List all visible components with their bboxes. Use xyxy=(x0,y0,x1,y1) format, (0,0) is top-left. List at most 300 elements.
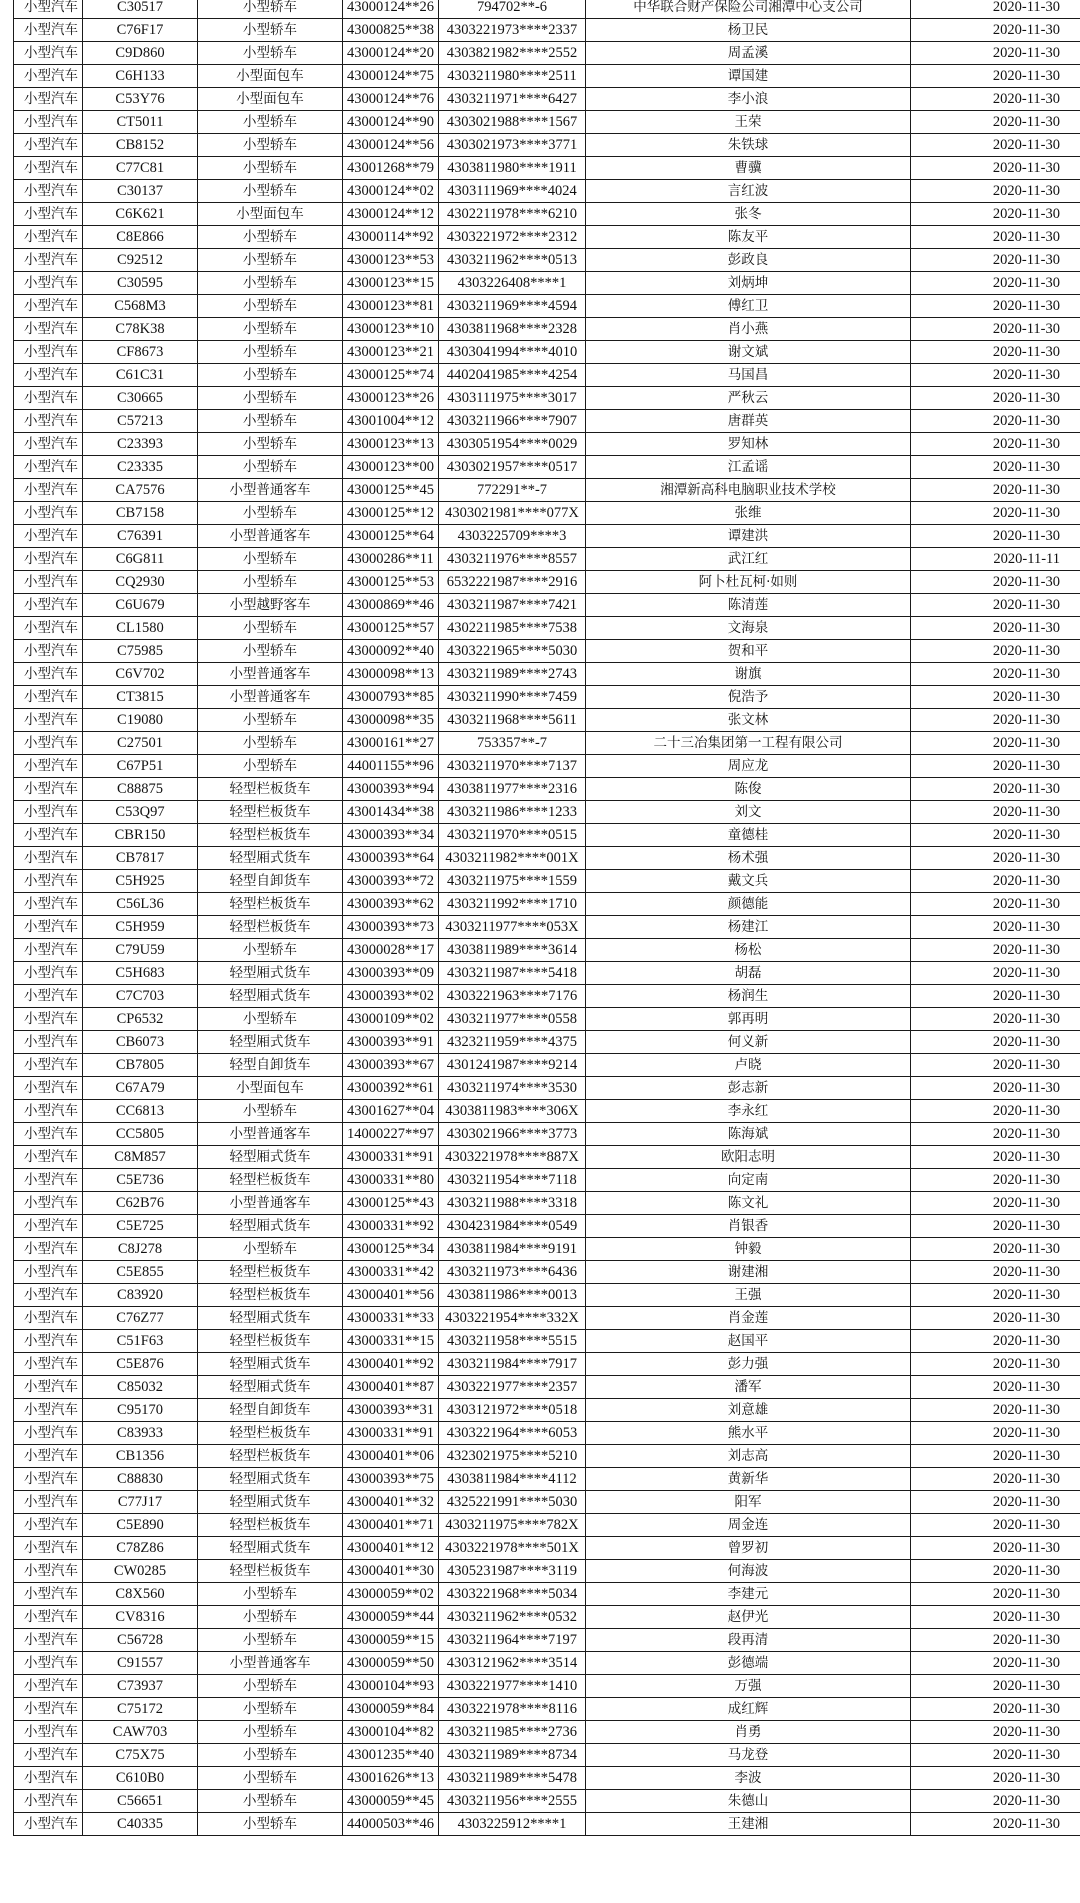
cell-file-number: 43000104**82 xyxy=(343,1721,439,1744)
cell-plate-number: C30517 xyxy=(83,0,198,19)
cell-vehicle-type: 小型汽车 xyxy=(14,594,83,617)
table-row xyxy=(14,1583,1080,1606)
cell-file-number: 43000098**35 xyxy=(343,709,439,732)
cell-id-number: 794702**-6 xyxy=(439,0,586,19)
cell-date: 2020-11-30 xyxy=(911,410,1080,433)
cell-file-number: 43000161**27 xyxy=(343,732,439,755)
cell-plate-number: C5E855 xyxy=(83,1261,198,1284)
cell-date: 2020-11-30 xyxy=(911,1606,1080,1629)
cell-owner-name: 李永红 xyxy=(586,1100,911,1123)
cell-owner-name: 张文林 xyxy=(586,709,911,732)
cell-vehicle-type: 小型汽车 xyxy=(14,732,83,755)
cell-vehicle-model: 轻型厢式货车 xyxy=(198,1215,343,1238)
cell-plate-number: C75172 xyxy=(83,1698,198,1721)
cell-owner-name: 陈清莲 xyxy=(586,594,911,617)
cell-owner-name: 中华联合财产保险公司湘潭中心支公司 xyxy=(586,0,911,19)
cell-plate-number: CB8152 xyxy=(83,134,198,157)
cell-id-number: 4303211988****3318 xyxy=(439,1192,586,1215)
cell-file-number: 44001155**96 xyxy=(343,755,439,778)
table-row xyxy=(14,1514,1080,1537)
cell-owner-name: 阿卜杜瓦柯·如则 xyxy=(586,571,911,594)
cell-file-number: 43000124**12 xyxy=(343,203,439,226)
cell-owner-name: 潘军 xyxy=(586,1376,911,1399)
cell-date: 2020-11-30 xyxy=(911,525,1080,548)
cell-date: 2020-11-30 xyxy=(911,1445,1080,1468)
cell-date: 2020-11-30 xyxy=(911,203,1080,226)
cell-plate-number: C76Z77 xyxy=(83,1307,198,1330)
cell-plate-number: C8X560 xyxy=(83,1583,198,1606)
cell-id-number: 4303221978****8116 xyxy=(439,1698,586,1721)
cell-vehicle-model: 轻型栏板货车 xyxy=(198,1261,343,1284)
cell-plate-number: C67A79 xyxy=(83,1077,198,1100)
cell-vehicle-type: 小型汽车 xyxy=(14,1077,83,1100)
cell-id-number: 4303211992****1710 xyxy=(439,893,586,916)
cell-plate-number: C5H925 xyxy=(83,870,198,893)
cell-date: 2020-11-30 xyxy=(911,1744,1080,1767)
cell-id-number: 4303021966****3773 xyxy=(439,1123,586,1146)
cell-owner-name: 严秋云 xyxy=(586,387,911,410)
cell-vehicle-type: 小型汽车 xyxy=(14,1008,83,1031)
cell-vehicle-type: 小型汽车 xyxy=(14,824,83,847)
table-row xyxy=(14,663,1080,686)
cell-date: 2020-11-30 xyxy=(911,226,1080,249)
cell-vehicle-type: 小型汽车 xyxy=(14,134,83,157)
cell-plate-number: CL1580 xyxy=(83,617,198,640)
cell-id-number: 4304231984****0549 xyxy=(439,1215,586,1238)
cell-plate-number: C5H683 xyxy=(83,962,198,985)
cell-id-number: 4303221977****1410 xyxy=(439,1675,586,1698)
cell-plate-number: C78K38 xyxy=(83,318,198,341)
cell-owner-name: 万强 xyxy=(586,1675,911,1698)
cell-owner-name: 熊水平 xyxy=(586,1422,911,1445)
cell-date: 2020-11-30 xyxy=(911,1813,1080,1836)
cell-plate-number: C30595 xyxy=(83,272,198,295)
table-row xyxy=(14,180,1080,203)
cell-vehicle-type: 小型汽车 xyxy=(14,1054,83,1077)
cell-owner-name: 钟毅 xyxy=(586,1238,911,1261)
cell-plate-number: C9D860 xyxy=(83,42,198,65)
cell-vehicle-type: 小型汽车 xyxy=(14,1330,83,1353)
cell-owner-name: 赵伊光 xyxy=(586,1606,911,1629)
cell-plate-number: CB7805 xyxy=(83,1054,198,1077)
cell-date: 2020-11-30 xyxy=(911,1560,1080,1583)
cell-vehicle-type: 小型汽车 xyxy=(14,893,83,916)
cell-vehicle-type: 小型汽车 xyxy=(14,111,83,134)
cell-plate-number: C73937 xyxy=(83,1675,198,1698)
cell-plate-number: C62B76 xyxy=(83,1192,198,1215)
cell-date: 2020-11-30 xyxy=(911,1491,1080,1514)
cell-vehicle-model: 小型轿车 xyxy=(198,1238,343,1261)
cell-file-number: 43000123**13 xyxy=(343,433,439,456)
table-row xyxy=(14,249,1080,272)
table-row xyxy=(14,847,1080,870)
table-row xyxy=(14,1675,1080,1698)
cell-owner-name: 刘炳坤 xyxy=(586,272,911,295)
cell-plate-number: C57213 xyxy=(83,410,198,433)
cell-vehicle-model: 轻型栏板货车 xyxy=(198,893,343,916)
cell-plate-number: C76391 xyxy=(83,525,198,548)
cell-file-number: 43001004**12 xyxy=(343,410,439,433)
cell-owner-name: 陈俊 xyxy=(586,778,911,801)
cell-id-number: 4303211986****1233 xyxy=(439,801,586,824)
cell-owner-name: 刘意雄 xyxy=(586,1399,911,1422)
cell-id-number: 753357**-7 xyxy=(439,732,586,755)
cell-file-number: 43000393**64 xyxy=(343,847,439,870)
cell-vehicle-model: 轻型栏板货车 xyxy=(198,824,343,847)
cell-id-number: 4303226408****1 xyxy=(439,272,586,295)
table-row xyxy=(14,502,1080,525)
cell-id-number: 4303021988****1567 xyxy=(439,111,586,134)
cell-vehicle-type: 小型汽车 xyxy=(14,985,83,1008)
cell-vehicle-model: 小型轿车 xyxy=(198,1721,343,1744)
cell-plate-number: C19080 xyxy=(83,709,198,732)
cell-id-number: 4305231987****3119 xyxy=(439,1560,586,1583)
cell-vehicle-type: 小型汽车 xyxy=(14,1698,83,1721)
cell-vehicle-type: 小型汽车 xyxy=(14,88,83,111)
cell-date: 2020-11-30 xyxy=(911,640,1080,663)
cell-id-number: 4303211977****0558 xyxy=(439,1008,586,1031)
cell-id-number: 4303811980****1911 xyxy=(439,157,586,180)
cell-owner-name: 曹骥 xyxy=(586,157,911,180)
cell-vehicle-model: 小型轿车 xyxy=(198,1813,343,1836)
cell-plate-number: C53Y76 xyxy=(83,88,198,111)
cell-plate-number: CA7576 xyxy=(83,479,198,502)
table-row xyxy=(14,203,1080,226)
cell-id-number: 4303211964****7197 xyxy=(439,1629,586,1652)
cell-plate-number: C27501 xyxy=(83,732,198,755)
cell-file-number: 43000125**45 xyxy=(343,479,439,502)
cell-id-number: 4303225709****3 xyxy=(439,525,586,548)
cell-plate-number: C6V702 xyxy=(83,663,198,686)
cell-date: 2020-11-30 xyxy=(911,134,1080,157)
cell-id-number: 4303211973****6436 xyxy=(439,1261,586,1284)
cell-file-number: 43000331**80 xyxy=(343,1169,439,1192)
cell-vehicle-type: 小型汽车 xyxy=(14,1238,83,1261)
cell-owner-name: 湘潭新高科电脑职业技术学校 xyxy=(586,479,911,502)
cell-owner-name: 陈海斌 xyxy=(586,1123,911,1146)
cell-file-number: 44000503**46 xyxy=(343,1813,439,1836)
cell-owner-name: 朱德山 xyxy=(586,1790,911,1813)
cell-file-number: 43000401**56 xyxy=(343,1284,439,1307)
cell-vehicle-type: 小型汽车 xyxy=(14,686,83,709)
cell-file-number: 43000401**71 xyxy=(343,1514,439,1537)
cell-owner-name: 张维 xyxy=(586,502,911,525)
cell-file-number: 43000124**75 xyxy=(343,65,439,88)
table-row xyxy=(14,1284,1080,1307)
cell-plate-number: CV8316 xyxy=(83,1606,198,1629)
cell-id-number: 4303211962****0532 xyxy=(439,1606,586,1629)
cell-plate-number: C23335 xyxy=(83,456,198,479)
table-row xyxy=(14,1353,1080,1376)
cell-file-number: 43000125**74 xyxy=(343,364,439,387)
cell-date: 2020-11-30 xyxy=(911,1422,1080,1445)
cell-owner-name: 阳军 xyxy=(586,1491,911,1514)
cell-id-number: 4303211989****8734 xyxy=(439,1744,586,1767)
cell-vehicle-type: 小型汽车 xyxy=(14,1353,83,1376)
table-row xyxy=(14,548,1080,571)
cell-date: 2020-11-30 xyxy=(911,1215,1080,1238)
cell-vehicle-type: 小型汽车 xyxy=(14,1261,83,1284)
cell-vehicle-type: 小型汽车 xyxy=(14,410,83,433)
cell-vehicle-type: 小型汽车 xyxy=(14,870,83,893)
cell-date: 2020-11-30 xyxy=(911,1169,1080,1192)
cell-file-number: 43000393**94 xyxy=(343,778,439,801)
cell-owner-name: 马国昌 xyxy=(586,364,911,387)
cell-vehicle-model: 轻型厢式货车 xyxy=(198,1146,343,1169)
cell-owner-name: 何海波 xyxy=(586,1560,911,1583)
cell-vehicle-model: 小型轿车 xyxy=(198,134,343,157)
cell-id-number: 4303211968****5611 xyxy=(439,709,586,732)
cell-file-number: 43000123**26 xyxy=(343,387,439,410)
cell-file-number: 43000401**30 xyxy=(343,1560,439,1583)
cell-vehicle-model: 小型轿车 xyxy=(198,732,343,755)
cell-vehicle-model: 小型轿车 xyxy=(198,1100,343,1123)
cell-date: 2020-11-30 xyxy=(911,1698,1080,1721)
cell-id-number: 4303225912****1 xyxy=(439,1813,586,1836)
table-row xyxy=(14,318,1080,341)
cell-vehicle-type: 小型汽车 xyxy=(14,1284,83,1307)
cell-vehicle-type: 小型汽车 xyxy=(14,962,83,985)
cell-date: 2020-11-30 xyxy=(911,502,1080,525)
cell-vehicle-model: 轻型厢式货车 xyxy=(198,1307,343,1330)
cell-file-number: 43000124**26 xyxy=(343,0,439,19)
cell-file-number: 43000104**93 xyxy=(343,1675,439,1698)
cell-vehicle-type: 小型汽车 xyxy=(14,571,83,594)
cell-vehicle-type: 小型汽车 xyxy=(14,295,83,318)
cell-id-number: 4303121972****0518 xyxy=(439,1399,586,1422)
cell-owner-name: 言红波 xyxy=(586,180,911,203)
cell-vehicle-type: 小型汽车 xyxy=(14,1100,83,1123)
cell-owner-name: 李小浪 xyxy=(586,88,911,111)
cell-vehicle-model: 小型普通客车 xyxy=(198,525,343,548)
table-row xyxy=(14,1468,1080,1491)
table-row xyxy=(14,65,1080,88)
cell-vehicle-model: 小型轿车 xyxy=(198,295,343,318)
table-row xyxy=(14,916,1080,939)
cell-owner-name: 杨润生 xyxy=(586,985,911,1008)
cell-id-number: 4303211974****3530 xyxy=(439,1077,586,1100)
cell-file-number: 43000393**73 xyxy=(343,916,439,939)
cell-vehicle-type: 小型汽车 xyxy=(14,0,83,19)
cell-id-number: 4303211977****053X xyxy=(439,916,586,939)
cell-file-number: 43000123**10 xyxy=(343,318,439,341)
cell-plate-number: CAW703 xyxy=(83,1721,198,1744)
cell-date: 2020-11-30 xyxy=(911,295,1080,318)
cell-vehicle-model: 轻型栏板货车 xyxy=(198,1330,343,1353)
cell-owner-name: 戴文兵 xyxy=(586,870,911,893)
cell-vehicle-model: 轻型厢式货车 xyxy=(198,985,343,1008)
table-row xyxy=(14,778,1080,801)
table-row xyxy=(14,870,1080,893)
cell-date: 2020-11-30 xyxy=(911,1652,1080,1675)
cell-vehicle-model: 小型轿车 xyxy=(198,42,343,65)
cell-vehicle-type: 小型汽车 xyxy=(14,640,83,663)
cell-date: 2020-11-30 xyxy=(911,180,1080,203)
table-row xyxy=(14,1031,1080,1054)
cell-id-number: 4303121962****3514 xyxy=(439,1652,586,1675)
table-row xyxy=(14,479,1080,502)
cell-owner-name: 周应龙 xyxy=(586,755,911,778)
cell-id-number: 4303021981****077X xyxy=(439,502,586,525)
cell-vehicle-type: 小型汽车 xyxy=(14,939,83,962)
cell-date: 2020-11-30 xyxy=(911,387,1080,410)
cell-plate-number: CP6532 xyxy=(83,1008,198,1031)
cell-owner-name: 马龙登 xyxy=(586,1744,911,1767)
cell-id-number: 4303211984****7917 xyxy=(439,1353,586,1376)
cell-date: 2020-11-30 xyxy=(911,1721,1080,1744)
table-row xyxy=(14,1238,1080,1261)
cell-id-number: 4303811984****9191 xyxy=(439,1238,586,1261)
cell-file-number: 43000393**31 xyxy=(343,1399,439,1422)
cell-owner-name: 肖银香 xyxy=(586,1215,911,1238)
cell-date: 2020-11-30 xyxy=(911,341,1080,364)
cell-file-number: 43000393**67 xyxy=(343,1054,439,1077)
cell-date: 2020-11-30 xyxy=(911,1353,1080,1376)
cell-file-number: 43000825**38 xyxy=(343,19,439,42)
cell-vehicle-type: 小型汽车 xyxy=(14,1445,83,1468)
cell-vehicle-type: 小型汽车 xyxy=(14,180,83,203)
cell-id-number: 4303221972****2312 xyxy=(439,226,586,249)
cell-plate-number: CBR150 xyxy=(83,824,198,847)
cell-owner-name: 肖小燕 xyxy=(586,318,911,341)
cell-date: 2020-11-30 xyxy=(911,594,1080,617)
cell-owner-name: 彭志新 xyxy=(586,1077,911,1100)
cell-date: 2020-11-30 xyxy=(911,571,1080,594)
cell-vehicle-model: 轻型栏板货车 xyxy=(198,778,343,801)
cell-id-number: 4303221963****7176 xyxy=(439,985,586,1008)
cell-vehicle-model: 轻型厢式货车 xyxy=(198,1491,343,1514)
cell-date: 2020-11-30 xyxy=(911,157,1080,180)
cell-id-number: 4303211987****7421 xyxy=(439,594,586,617)
cell-vehicle-model: 小型普通客车 xyxy=(198,1652,343,1675)
cell-date: 2020-11-30 xyxy=(911,479,1080,502)
cell-vehicle-type: 小型汽车 xyxy=(14,1790,83,1813)
cell-vehicle-model: 小型轿车 xyxy=(198,1583,343,1606)
cell-vehicle-type: 小型汽车 xyxy=(14,364,83,387)
cell-date: 2020-11-30 xyxy=(911,916,1080,939)
cell-date: 2020-11-30 xyxy=(911,1583,1080,1606)
cell-vehicle-model: 轻型栏板货车 xyxy=(198,1445,343,1468)
cell-file-number: 43000124**76 xyxy=(343,88,439,111)
table-row xyxy=(14,1537,1080,1560)
cell-file-number: 43000123**81 xyxy=(343,295,439,318)
cell-date: 2020-11-30 xyxy=(911,456,1080,479)
table-row xyxy=(14,111,1080,134)
vehicle-record-table xyxy=(13,0,1080,1836)
cell-date: 2020-11-30 xyxy=(911,1675,1080,1698)
cell-vehicle-model: 小型轿车 xyxy=(198,433,343,456)
cell-file-number: 43000393**02 xyxy=(343,985,439,1008)
cell-owner-name: 武江红 xyxy=(586,548,911,571)
cell-owner-name: 二十三冶集团第一工程有限公司 xyxy=(586,732,911,755)
cell-date: 2020-11-30 xyxy=(911,1146,1080,1169)
table-row xyxy=(14,410,1080,433)
cell-plate-number: C61C31 xyxy=(83,364,198,387)
table-row xyxy=(14,732,1080,755)
cell-plate-number: C85032 xyxy=(83,1376,198,1399)
cell-owner-name: 陈友平 xyxy=(586,226,911,249)
table-row xyxy=(14,893,1080,916)
cell-vehicle-type: 小型汽车 xyxy=(14,341,83,364)
cell-id-number: 4303211970****0515 xyxy=(439,824,586,847)
cell-id-number: 4303211966****7907 xyxy=(439,410,586,433)
cell-date: 2020-11-30 xyxy=(911,617,1080,640)
table-row xyxy=(14,709,1080,732)
cell-plate-number: C83920 xyxy=(83,1284,198,1307)
cell-vehicle-type: 小型汽车 xyxy=(14,1767,83,1790)
cell-date: 2020-11-30 xyxy=(911,0,1080,19)
cell-owner-name: 王强 xyxy=(586,1284,911,1307)
cell-vehicle-type: 小型汽车 xyxy=(14,1169,83,1192)
cell-date: 2020-11-30 xyxy=(911,1767,1080,1790)
cell-file-number: 43000401**12 xyxy=(343,1537,439,1560)
cell-vehicle-type: 小型汽车 xyxy=(14,479,83,502)
cell-id-number: 4303211975****782X xyxy=(439,1514,586,1537)
cell-file-number: 43000059**84 xyxy=(343,1698,439,1721)
cell-vehicle-model: 小型轿车 xyxy=(198,1744,343,1767)
cell-plate-number: CC5805 xyxy=(83,1123,198,1146)
cell-owner-name: 李波 xyxy=(586,1767,911,1790)
cell-vehicle-model: 小型轿车 xyxy=(198,1767,343,1790)
cell-id-number: 4303811984****4112 xyxy=(439,1468,586,1491)
cell-date: 2020-11-30 xyxy=(911,778,1080,801)
cell-id-number: 4303211958****5515 xyxy=(439,1330,586,1353)
cell-file-number: 43000059**02 xyxy=(343,1583,439,1606)
cell-vehicle-model: 轻型栏板货车 xyxy=(198,1514,343,1537)
table-row xyxy=(14,640,1080,663)
cell-vehicle-type: 小型汽车 xyxy=(14,502,83,525)
table-row xyxy=(14,1008,1080,1031)
cell-date: 2020-11-30 xyxy=(911,318,1080,341)
cell-vehicle-type: 小型汽车 xyxy=(14,1721,83,1744)
cell-vehicle-model: 轻型栏板货车 xyxy=(198,1284,343,1307)
cell-vehicle-type: 小型汽车 xyxy=(14,1606,83,1629)
cell-vehicle-type: 小型汽车 xyxy=(14,709,83,732)
cell-file-number: 43000125**34 xyxy=(343,1238,439,1261)
cell-vehicle-type: 小型汽车 xyxy=(14,1192,83,1215)
cell-plate-number: C7C703 xyxy=(83,985,198,1008)
cell-date: 2020-11-30 xyxy=(911,801,1080,824)
cell-plate-number: CQ2930 xyxy=(83,571,198,594)
cell-date: 2020-11-30 xyxy=(911,88,1080,111)
cell-owner-name: 倪浩予 xyxy=(586,686,911,709)
cell-id-number: 4303211976****8557 xyxy=(439,548,586,571)
cell-plate-number: C75985 xyxy=(83,640,198,663)
cell-file-number: 43000869**46 xyxy=(343,594,439,617)
table-row xyxy=(14,226,1080,249)
cell-owner-name: 曾罗初 xyxy=(586,1537,911,1560)
cell-file-number: 43000125**53 xyxy=(343,571,439,594)
cell-date: 2020-11-30 xyxy=(911,42,1080,65)
cell-vehicle-type: 小型汽车 xyxy=(14,318,83,341)
cell-owner-name: 欧阳志明 xyxy=(586,1146,911,1169)
cell-vehicle-type: 小型汽车 xyxy=(14,272,83,295)
cell-file-number: 43000125**64 xyxy=(343,525,439,548)
cell-plate-number: C8M857 xyxy=(83,1146,198,1169)
table-row xyxy=(14,801,1080,824)
cell-owner-name: 唐群英 xyxy=(586,410,911,433)
table-row xyxy=(14,1790,1080,1813)
cell-date: 2020-11-30 xyxy=(911,1399,1080,1422)
cell-vehicle-model: 小型轿车 xyxy=(198,456,343,479)
cell-plate-number: C83933 xyxy=(83,1422,198,1445)
cell-owner-name: 文海泉 xyxy=(586,617,911,640)
cell-vehicle-model: 轻型厢式货车 xyxy=(198,1537,343,1560)
cell-id-number: 4303021973****3771 xyxy=(439,134,586,157)
cell-vehicle-type: 小型汽车 xyxy=(14,1744,83,1767)
cell-vehicle-model: 轻型自卸货车 xyxy=(198,870,343,893)
cell-plate-number: CT3815 xyxy=(83,686,198,709)
